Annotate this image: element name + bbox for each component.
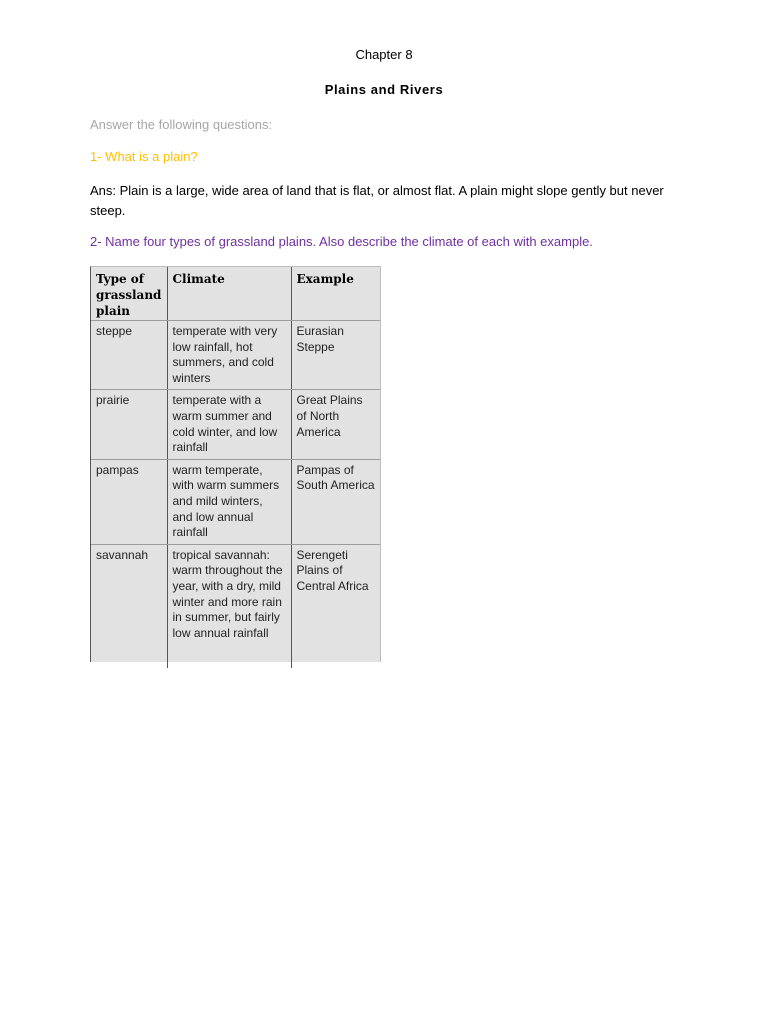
cell-example: Great Plains of North America — [291, 390, 380, 459]
cell-example: Pampas of South America — [291, 459, 380, 544]
header-climate: Climate — [167, 267, 291, 321]
table-row — [91, 459, 380, 544]
cell-climate: tropical savannah: warm throughout the year, with a dry, mild winter and more rain in summer, but fairly low annual rainfall — [167, 544, 291, 668]
table-header-row — [91, 267, 380, 321]
header-example: Example — [291, 267, 380, 321]
answer-1: Ans: Plain is a large, wide area of land that is flat, or almost flat. A plain might slope gently but never steep. — [90, 183, 664, 218]
grassland-table-container — [90, 266, 381, 662]
cell-example: Serengeti Plains of Central Africa — [291, 544, 380, 668]
instructions-text: Answer the following questions: — [90, 117, 273, 132]
chapter-label: Chapter 8 — [355, 47, 413, 62]
cell-type: steppe — [91, 321, 167, 390]
question-2: 2- Name four types of grassland plains. Also describe the climate of each with example. — [90, 234, 593, 249]
cell-type: pampas — [91, 459, 167, 544]
cell-type: savannah — [96, 547, 149, 562]
cell-type: prairie — [91, 390, 167, 459]
cell-climate: temperate with a warm summer and cold winter, and low rainfall — [167, 390, 291, 459]
cell-example: Eurasian Steppe — [291, 321, 380, 390]
cell-climate: temperate with very low rainfall, hot summers, and cold winters — [167, 321, 291, 390]
table-row — [91, 390, 380, 459]
header-type: Type of grassland plain — [91, 267, 167, 321]
page-title: Plains and Rivers — [324, 82, 444, 97]
question-1: 1- What is a plain? — [90, 149, 198, 164]
grassland-table — [91, 267, 380, 668]
table-row — [91, 321, 380, 390]
cell-climate: warm temperate, with warm summers and mild winters, and low annual rainfall — [167, 459, 291, 544]
table-row — [91, 544, 380, 668]
